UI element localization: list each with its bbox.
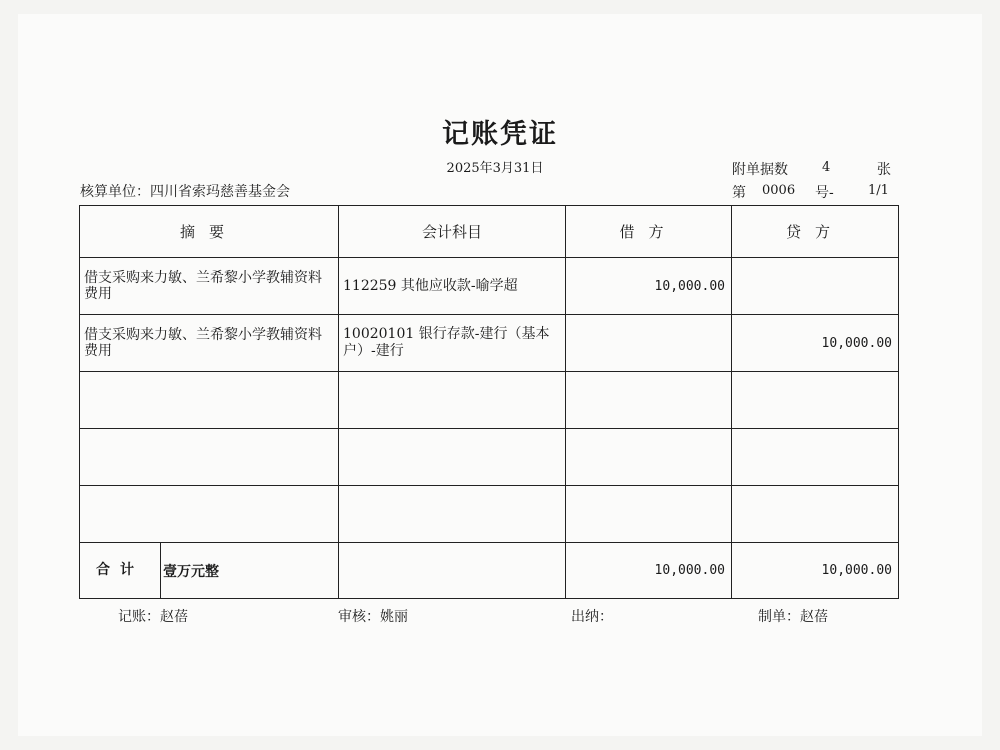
bookkeeper-signature: 记账：赵蓓 — [118, 609, 188, 625]
header-credit: 贷方 — [732, 206, 899, 258]
total-label: 合计 — [80, 543, 161, 598]
table-row — [80, 372, 899, 429]
row-account — [339, 372, 566, 429]
header-debit: 借方 — [566, 206, 732, 258]
total-credit: 10,000.00 — [732, 543, 899, 599]
unit-name: 四川省索玛慈善基金会 — [150, 184, 290, 200]
row-summary: 借支采购来力敏、兰希黎小学教辅资料费用 — [80, 258, 339, 315]
accounting-unit — [80, 181, 290, 201]
row-credit — [732, 486, 899, 543]
table-row — [80, 258, 899, 315]
voucher-number-suffix: 号- — [815, 185, 834, 201]
header-account: 会计科目 — [339, 206, 566, 258]
voucher-date: 2025年3月31日 — [446, 161, 544, 176]
row-account: 10020101 银行存款-建行（基本户）-建行 — [339, 315, 566, 372]
row-debit — [566, 429, 732, 486]
table-row — [80, 429, 899, 486]
row-summary — [80, 429, 339, 486]
preparer-signature: 制单：赵蓓 — [758, 609, 828, 625]
voucher-page: 1/1 — [868, 183, 889, 198]
cashier-signature: 出纳： — [571, 609, 613, 625]
row-debit: 10,000.00 — [566, 258, 732, 315]
voucher-number: 0006 — [762, 183, 796, 198]
voucher-table — [79, 205, 899, 599]
row-account — [339, 486, 566, 543]
voucher-title: 记账凭证 — [442, 119, 558, 150]
row-summary — [80, 372, 339, 429]
voucher-number-label: 第 — [732, 185, 746, 201]
row-account: 112259 其他应收款-喻学超 — [339, 258, 566, 315]
total-debit: 10,000.00 — [566, 543, 732, 599]
row-account — [339, 429, 566, 486]
row-summary — [80, 486, 339, 543]
attachment-label: 附单据数 — [732, 162, 788, 178]
row-summary: 借支采购来力敏、兰希黎小学教辅资料费用 — [80, 315, 339, 372]
total-amount-words: 壹万元整 — [163, 563, 219, 580]
table-row — [80, 315, 899, 372]
row-debit — [566, 315, 732, 372]
total-row — [80, 543, 899, 599]
attachment-count: 4 — [822, 160, 831, 175]
row-credit: 10,000.00 — [732, 315, 899, 372]
header-summary: 摘要 — [80, 206, 339, 258]
row-credit — [732, 372, 899, 429]
total-account-cell — [339, 543, 566, 599]
table-row — [80, 486, 899, 543]
row-credit — [732, 258, 899, 315]
row-debit — [566, 486, 732, 543]
table-header-row — [80, 206, 899, 258]
attachment-unit: 张 — [877, 162, 891, 178]
row-debit — [566, 372, 732, 429]
total-summary-cell — [80, 543, 339, 599]
unit-label: 核算单位： — [80, 184, 150, 200]
row-credit — [732, 429, 899, 486]
reviewer-signature: 审核：姚丽 — [338, 609, 408, 625]
